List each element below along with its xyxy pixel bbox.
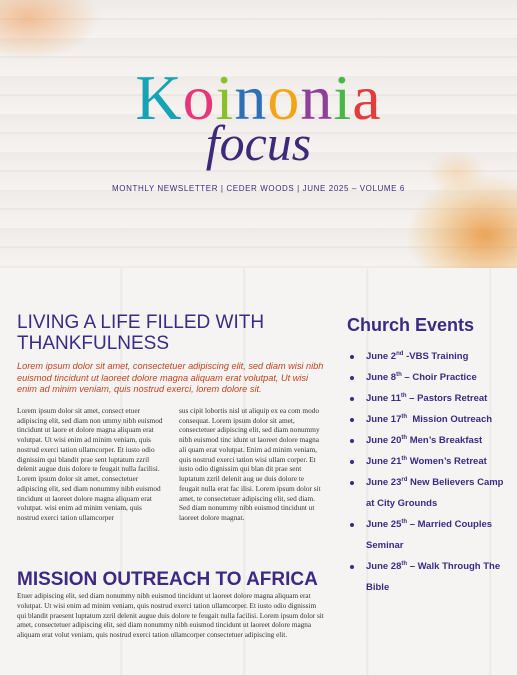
brand-letter: n: [300, 62, 334, 133]
event-date: June 2: [366, 351, 397, 362]
event-date: June 17: [366, 414, 402, 425]
brand-letter: n: [234, 62, 268, 133]
events-list: [333, 346, 513, 598]
event-date-suffix: th: [401, 561, 408, 567]
event-item: [333, 388, 513, 409]
article-column-left: Lorem ipsum dolor sit amet, consect etuer adipiscing elit, sed diam non ummy nibh euismod tincidunt ut laore et dolore magna aliquam erat volutpat. Ut wisi enim ad minim veniam, quis nostrud exerci tation ullamcorper. Et iusto odio dignissim qui blandit prae sent luptatum zzril delenit augue duis dolore te feugait nulla facilisi. Lorem ipsum dolor sit amet, consectetuer adipiscing elit, sed diam nonummy nibh euismod tincidunt ut laoreet dolore magna aliquam erat volutpat. wisi enim ad minim veniam, quis nostrud exerci tation ullamcorper: [17, 405, 163, 523]
article-columns: [17, 406, 325, 523]
bullet-icon: [350, 565, 354, 569]
article2-body: Etuer adipiscing elit, sed diam nonummy nibh euismod tincidunt ut laoreet dolore magna aliquam erat volutpat. Ut wisi enim ad minim veniam, quis nostrud exerci tation ullamcorper. Et iusto odio dignissim qui blandit praesent luptatum zzril delenit augue duis dolore te feugait nulla facilisi. Lorem ipsum dolor sit amet, consectetuer adipiscing elit, sed diam nonummy nibh euismod tincidunt ut laoreet dolore magna aliquam erat volut veniam, quis nostrud exerci tation ullamcorper consectetuer adipiscing elit.: [17, 592, 324, 640]
watercolor-splash-left: [0, 0, 100, 60]
event-item: [333, 430, 513, 451]
event-name: Mission Outreach: [407, 414, 493, 425]
bullet-icon: [350, 418, 354, 422]
event-date-suffix: th: [400, 393, 407, 399]
brand-letter: i: [215, 62, 235, 133]
event-name: Men’s Breakfast: [407, 435, 483, 446]
article-thankfulness: [17, 312, 325, 523]
event-name: – Walk Through The Bible: [366, 561, 503, 593]
brand-letter: a: [352, 62, 382, 133]
event-item: [333, 472, 513, 514]
event-date-suffix: th: [401, 456, 408, 462]
article-lead: Lorem ipsum dolor sit amet, consectetuer adipiscing elit, sed diam wisi nibh euismod tincidunt ut laoreet dolore magna aliquam erat volutpat, Ut wisi enim ad minim veniam, quis nostrud exerci, lorem dolore sit.: [17, 361, 324, 395]
events-sidebar: [333, 314, 513, 598]
event-date: June 20: [366, 435, 402, 446]
event-item: [333, 346, 513, 367]
bullet-icon: [350, 481, 354, 485]
events-title: Church Events: [347, 315, 475, 335]
bullet-icon: [350, 523, 354, 527]
event-date-suffix: nd: [396, 351, 404, 357]
event-date-suffix: th: [401, 519, 408, 525]
event-date-suffix: th: [401, 414, 408, 420]
article-title: LIVING A LIFE FILLED WITH THANKFULNESS: [17, 312, 265, 354]
brand-letter: o: [267, 62, 301, 133]
bullet-icon: [350, 439, 354, 443]
event-date: June 23: [366, 477, 402, 488]
brand-letter: o: [182, 62, 216, 133]
event-date: June 25: [366, 519, 402, 530]
event-date: June 8: [366, 372, 397, 383]
event-date-suffix: th: [396, 372, 402, 378]
masthead: [0, 0, 517, 268]
event-date-suffix: rd: [401, 477, 408, 483]
event-date-suffix: th: [401, 435, 408, 441]
event-item: [333, 556, 513, 598]
bullet-icon: [350, 355, 354, 359]
brand-letter: i: [333, 62, 353, 133]
event-name: -VBS Training: [403, 351, 469, 362]
event-item: [333, 514, 513, 556]
event-item: [333, 367, 513, 388]
event-date: June 21: [366, 456, 402, 467]
bullet-icon: [350, 397, 354, 401]
article-column-right: sus cipit lobortis nisl ut aliquip ex ea com modo consequat. Lorem ipsum dolor sit amet, consectetuer adipiscing elit, sed diam nonummy nibh euismod tinc idunt ut laoreet dolore magna ali quam erat volutpat. Enim ad minim veniam, quis nostrud exerci tation wisi ullam corper. Et iusto odio dignissim qui blan dit prae sent luptatum zzril delenit aug ue duis dolore te feugait nulla erat fac ilisi. Lorem ipsum dolor sit amet, te consectetuer adipiscing elit, sed diam. Sed diam nonummy nibh euismod tincidunt ut laoreet dolore magnat.: [179, 405, 321, 523]
event-name: – Married Couples Seminar: [366, 519, 495, 551]
event-date: June 11: [366, 393, 401, 404]
event-name: New Believers Camp at City Grounds: [366, 477, 507, 509]
event-name: – Choir Practice: [401, 372, 477, 383]
bullet-icon: [350, 460, 354, 464]
event-name: – Pastors Retreat: [406, 393, 488, 404]
brand-letter: K: [135, 62, 183, 133]
event-item: [333, 409, 513, 430]
brand-subtitle: focus: [205, 115, 312, 171]
event-date: June 28: [366, 561, 402, 572]
event-item: [333, 451, 513, 472]
article2-title: MISSION OUTREACH TO AFRICA: [17, 569, 318, 590]
event-name: Women’s Retreat: [407, 456, 487, 467]
bullet-icon: [350, 376, 354, 380]
newsletter-tagline: MONTHLY NEWSLETTER | CEDER WOODS | JUNE 2025 – VOLUME 6: [112, 184, 405, 193]
